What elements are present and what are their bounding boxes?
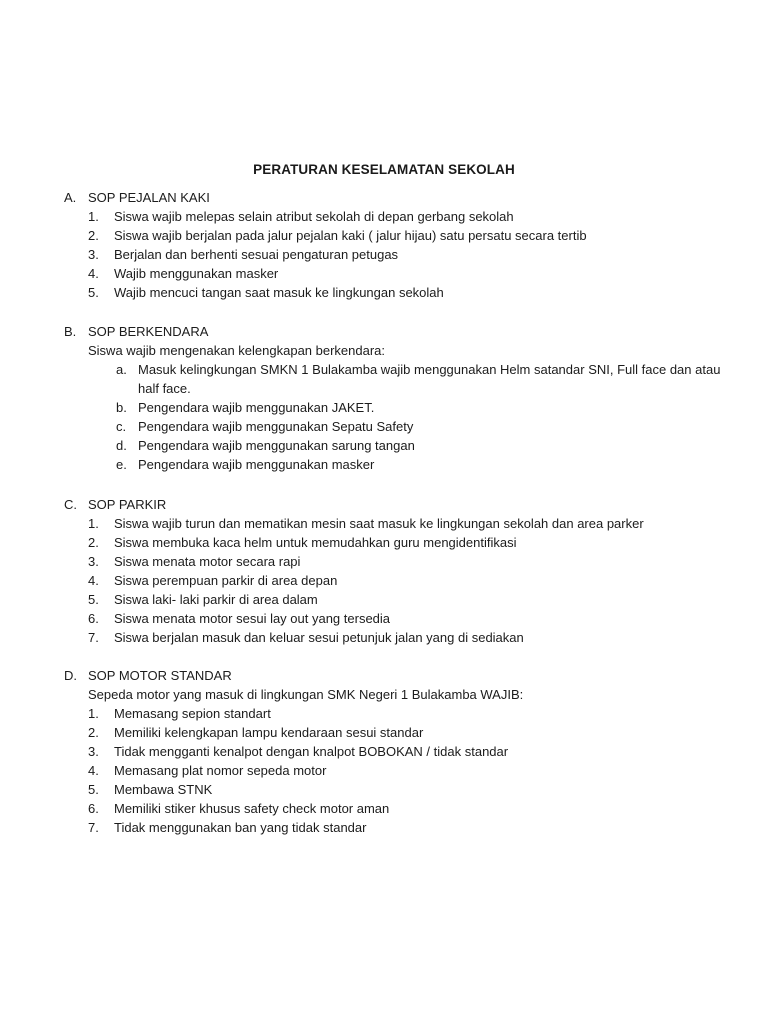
- item-text: Wajib menggunakan masker: [114, 266, 279, 281]
- item-text: Masuk kelingkungan SMKN 1 Bulakamba wajib menggunakan Helm satandar SNI, Full face dan atau half face.: [138, 362, 721, 396]
- list-item: [88, 609, 724, 628]
- list-item: [88, 780, 724, 799]
- section-heading: [64, 322, 724, 341]
- list-item: [116, 455, 724, 474]
- list-item: [88, 723, 724, 742]
- list-item: [88, 571, 724, 590]
- section-sop-berkendara: [64, 322, 724, 474]
- item-number: 4.: [88, 763, 99, 778]
- item-text: Siswa berjalan masuk dan keluar sesui petunjuk jalan yang di sediakan: [114, 630, 524, 645]
- list-item: [88, 533, 724, 552]
- list-item: [88, 628, 724, 647]
- section-intro: Sepeda motor yang masuk di lingkungan SMK Negeri 1 Bulakamba WAJIB:: [88, 687, 524, 702]
- list-item: [88, 207, 724, 226]
- list-item: [88, 818, 724, 837]
- item-number: 4.: [88, 573, 99, 588]
- item-text: Siswa wajib melepas selain atribut sekolah di depan gerbang sekolah: [114, 209, 514, 224]
- section-letter: C.: [64, 497, 77, 512]
- item-text: Siswa perempuan parkir di area depan: [114, 573, 338, 588]
- item-number: 1.: [88, 516, 99, 531]
- list-item: [116, 398, 724, 417]
- item-text: Siswa laki- laki parkir di area dalam: [114, 592, 318, 607]
- section-heading: [64, 666, 724, 685]
- item-number: c.: [116, 419, 127, 434]
- rule-list: [64, 360, 724, 474]
- rule-list: [64, 704, 724, 837]
- item-number: 6.: [88, 801, 99, 816]
- list-item: [116, 436, 724, 455]
- item-number: 1.: [88, 209, 99, 224]
- item-text: Wajib mencuci tangan saat masuk ke lingkungan sekolah: [114, 285, 444, 300]
- item-text: Tidak menggunakan ban yang tidak standar: [114, 820, 367, 835]
- item-number: 1.: [88, 706, 99, 721]
- section-intro: Siswa wajib mengenakan kelengkapan berkendara:: [88, 343, 386, 358]
- list-item: [116, 360, 724, 398]
- section-title: SOP BERKENDARA: [88, 324, 209, 339]
- item-text: Siswa wajib berjalan pada jalur pejalan kaki ( jalur hijau) satu persatu secara tertib: [114, 228, 587, 243]
- item-text: Memasang sepion standart: [114, 706, 271, 721]
- item-text: Siswa menata motor secara rapi: [114, 554, 301, 569]
- item-text: Pengendara wajib menggunakan sarung tangan: [138, 438, 415, 453]
- section-sop-pejalan-kaki: [64, 188, 724, 302]
- list-item: [88, 761, 724, 780]
- item-text: Memasang plat nomor sepeda motor: [114, 763, 327, 778]
- section-letter: A.: [64, 190, 77, 205]
- list-item: [88, 245, 724, 264]
- list-item: [88, 704, 724, 723]
- list-item: [88, 283, 724, 302]
- item-number: 4.: [88, 266, 99, 281]
- list-item: [88, 226, 724, 245]
- list-item: [88, 742, 724, 761]
- item-number: 5.: [88, 592, 99, 607]
- item-text: Berjalan dan berhenti sesuai pengaturan petugas: [114, 247, 399, 262]
- list-item: [88, 264, 724, 283]
- item-number: d.: [116, 438, 127, 453]
- section-title: SOP PARKIR: [88, 497, 167, 512]
- item-number: 5.: [88, 285, 99, 300]
- item-number: 2.: [88, 535, 99, 550]
- item-number: 6.: [88, 611, 99, 626]
- item-number: e.: [116, 457, 127, 472]
- document-title: PERATURAN KESELAMATAN SEKOLAH: [253, 162, 515, 177]
- rule-list: [64, 514, 724, 647]
- item-number: 3.: [88, 247, 99, 262]
- item-text: Pengendara wajib menggunakan JAKET.: [138, 400, 375, 415]
- list-item: [88, 514, 724, 533]
- section-letter: B.: [64, 324, 77, 339]
- item-text: Siswa wajib turun dan mematikan mesin saat masuk ke lingkungan sekolah dan area parker: [114, 516, 644, 531]
- item-text: Siswa menata motor sesui lay out yang tersedia: [114, 611, 391, 626]
- section-sop-parkir: [64, 495, 724, 647]
- item-number: 2.: [88, 228, 99, 243]
- rule-list: [64, 207, 724, 302]
- item-number: a.: [116, 362, 127, 377]
- item-number: 7.: [88, 820, 99, 835]
- list-item: [116, 417, 724, 436]
- list-item: [88, 590, 724, 609]
- section-heading: [64, 495, 724, 514]
- item-text: Siswa membuka kaca helm untuk memudahkan guru mengidentifikasi: [114, 535, 517, 550]
- item-text: Membawa STNK: [114, 782, 213, 797]
- item-text: Pengendara wajib menggunakan masker: [138, 457, 375, 472]
- item-number: 3.: [88, 744, 99, 759]
- list-item: [88, 799, 724, 818]
- item-text: Memiliki kelengkapan lampu kendaraan sesui standar: [114, 725, 424, 740]
- item-text: Memiliki stiker khusus safety check motor aman: [114, 801, 390, 816]
- item-number: b.: [116, 400, 127, 415]
- item-number: 2.: [88, 725, 99, 740]
- section-heading: [64, 188, 724, 207]
- item-text: Tidak mengganti kenalpot dengan knalpot BOBOKAN / tidak standar: [114, 744, 509, 759]
- list-item: [88, 552, 724, 571]
- item-number: 3.: [88, 554, 99, 569]
- section-title: SOP MOTOR STANDAR: [88, 668, 232, 683]
- section-letter: D.: [64, 668, 77, 683]
- item-text: Pengendara wajib menggunakan Sepatu Safety: [138, 419, 414, 434]
- item-number: 5.: [88, 782, 99, 797]
- section-title: SOP PEJALAN KAKI: [88, 190, 210, 205]
- section-sop-motor-standar: [64, 666, 724, 837]
- item-number: 7.: [88, 630, 99, 645]
